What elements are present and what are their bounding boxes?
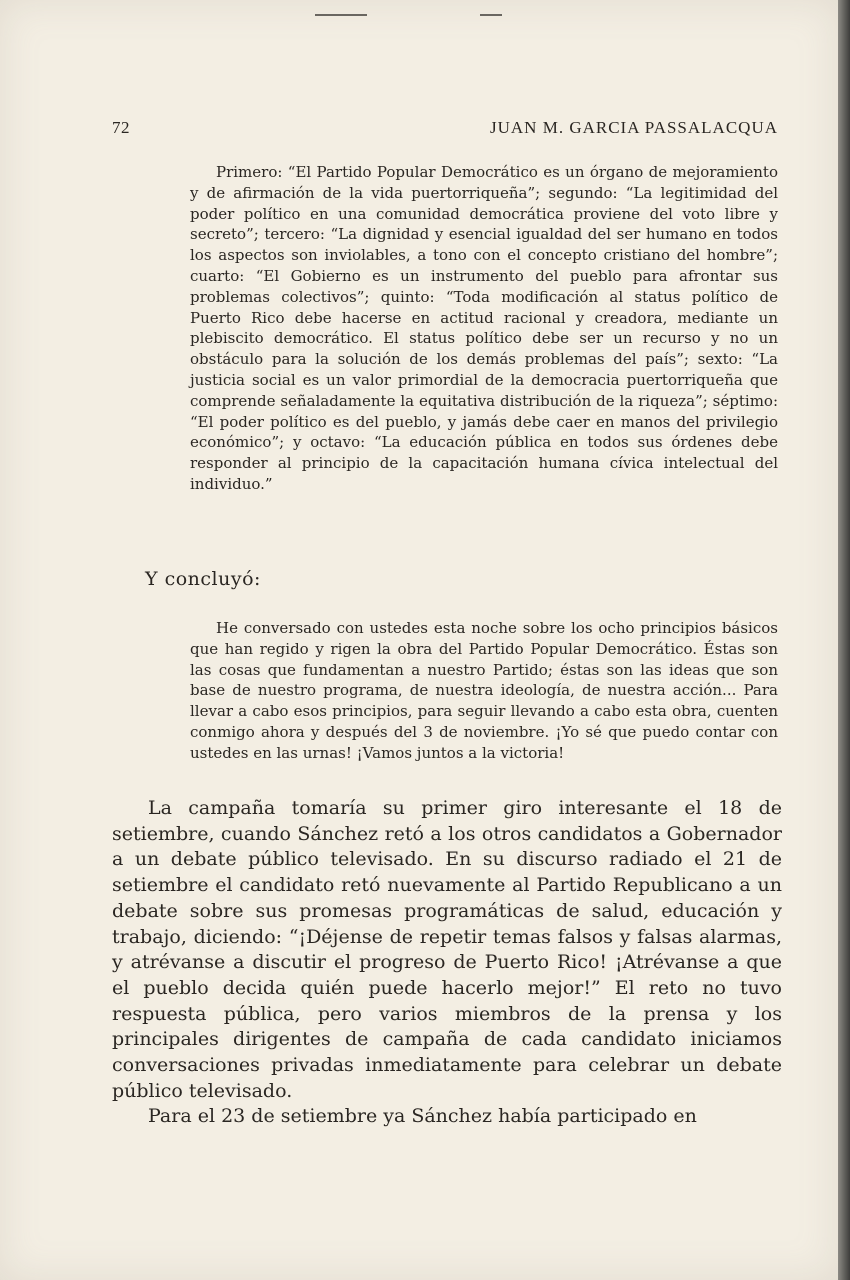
- paragraph: La campaña tomaría su primer giro interesante el 18 de setiembre, cuando Sánchez retó a los otros candidatos a Gobernador a un debate público televisado. En su discurso radiado el 21 de setiembre el candidato retó nuevamente al Partido Republicano a un debate sobre sus promesas programáticas de salud, educación y trabajo, diciendo: “¡Déjense de repetir temas falsos y falsas alarmas, y atrévanse a discutir el progreso de Puerto Rico! ¡Atrévanse a que el pueblo decida quién puede hacerlo mejor!” El reto no tuvo respuesta pública, pero varios miembros de la prensa y los principales dirigentes de campaña de cada candidato iniciamos conversaciones privadas inmediatamente para celebrar un debate público televisado.: [112, 797, 782, 1102]
- quote-principles: Primero: “El Partido Popular Democrático es un órgano de mejoramiento y de afirmación de la vida puertorriqueña”; segundo: “La legitimidad del poder político en una comunidad democrática proviene del voto libre y secreto”; tercero: “La dignidad y esencial igualdad del ser humano en todos los aspectos son inviolables, a tono con el concepto cristiano del hombre”; cuarto: “El Gobierno es un instrumento del pueblo para afrontar sus problemas colectivos”; quinto: “Toda modificación al status político de Puerto Rico debe hacerse en actitud racional y creadora, mediante un plebiscito democrático. El status político debe ser un recurso y no un obstáculo para la solución de los demás problemas del país”; sexto: “La justicia social es un valor primordial de la democracia puertorriqueña que comprende señaladamente la equitativa distribución de la riqueza”; séptimo: “El poder político es del pueblo, y jamás debe caer en manos del privilegio económico”; y octavo: “La educación pública en todos sus órdenes debe responder al principio de la capacitación humana cívica intelectual del individuo.”: [190, 163, 778, 493]
- author-name: JUAN M. GARCIA PASSALACQUA: [490, 118, 778, 137]
- body-text: [112, 796, 782, 1130]
- page-number: 72: [112, 118, 130, 137]
- quote-conclusion: He conversado con ustedes esta noche sobre los ocho principios básicos que han regido y rigen la obra del Partido Popular Democrático. Éstas son las cosas que fundamentan a nuestro Partido; éstas son las ideas que son base de nuestro programa, de nuestra ideología, de nuestra acción... Para llevar a cabo esos principios, para seguir llevando a cabo esta obra, cuenten conmigo ahora y después del 3 de noviembre. ¡Yo sé que puedo contar con ustedes en las urnas! ¡Vamos juntos a la victoria!: [190, 619, 778, 762]
- scan-marks: [315, 14, 515, 18]
- paragraph: Para el 23 de setiembre ya Sánchez había participado en: [148, 1105, 697, 1128]
- intro-line: Y concluyó:: [145, 568, 261, 590]
- page-edge-shadow: [838, 0, 850, 1280]
- running-header: [112, 118, 778, 142]
